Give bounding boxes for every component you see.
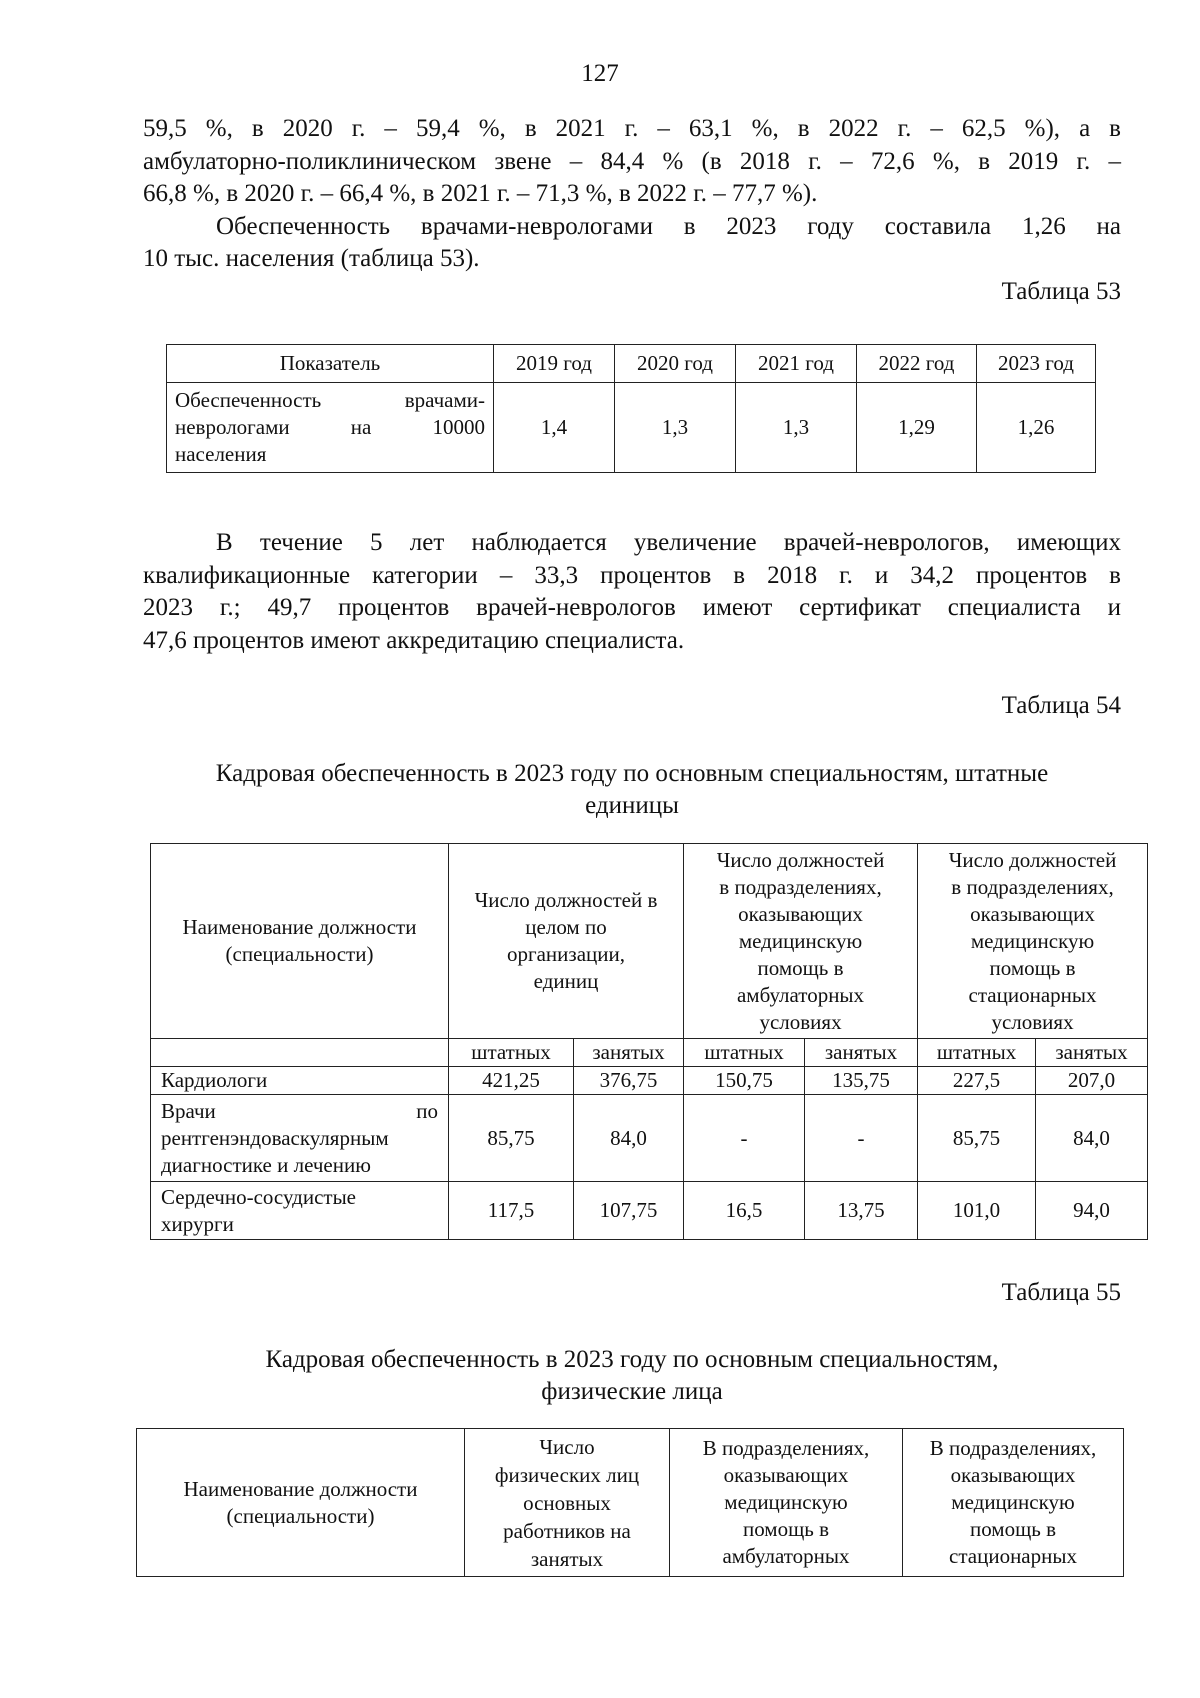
head-line: Число должностей (948, 847, 1117, 872)
table-54-subhead: штатных (918, 1039, 1036, 1067)
table-cell: 16,5 (684, 1182, 805, 1240)
head-line: целом по (525, 915, 607, 939)
paragraph-line: В течение 5 лет наблюдается увеличение врачей-неврологов, имеющих (216, 529, 1121, 556)
table-53-cell: 1,3 (736, 383, 857, 473)
table-53-header: 2019 год (494, 345, 615, 383)
intro-line: 10 тыс. населения (таблица 53). (143, 245, 480, 272)
head-line: В подразделениях, (702, 1436, 870, 1460)
paragraph-line: квалификационные категории – 33,3 процентов в 2018 г. и 34,2 процентов в (143, 561, 1121, 589)
head-line: помощь в (742, 1517, 830, 1541)
table-54-head-org (449, 844, 684, 1039)
intro-line: амбулаторно-поликлиническом звене – 84,4 % (в 2018 г. – 72,6 %, в 2019 г. – (143, 147, 1121, 175)
head-line: Наименование должности (183, 1476, 418, 1501)
row-name-line: Врачи по (161, 1098, 438, 1123)
row-name-line: рентгенэндоваскулярным (161, 1125, 389, 1150)
table-53-row-label (167, 383, 494, 473)
table-54-subhead: штатных (684, 1039, 805, 1067)
table-cell: 207,0 (1036, 1067, 1148, 1095)
table-54-head-amb (684, 844, 918, 1039)
table-cell: 135,75 (805, 1067, 918, 1095)
table-54-subhead: занятых (1036, 1039, 1148, 1067)
head-line: Число должностей в (474, 888, 658, 912)
head-line: (специальности) (226, 1503, 375, 1528)
row-name-line: диагностике и лечению (161, 1152, 371, 1177)
table-53-cell: 1,3 (615, 383, 736, 473)
table-53-header: 2021 год (736, 345, 857, 383)
table-54-caption: Таблица 54 (1001, 692, 1121, 719)
head-line: организации, (507, 942, 625, 966)
table-53-cell: 1,29 (857, 383, 977, 473)
table-cell: 376,75 (574, 1067, 684, 1095)
row-name: Кардиологи (151, 1067, 449, 1095)
head-line: помощь в (969, 1517, 1057, 1541)
intro-line: 66,8 %, в 2020 г. – 66,4 %, в 2021 г. – 71,3 %, в 2022 г. – 77,7 %). (143, 180, 818, 207)
table-55-head-name (137, 1429, 465, 1577)
table-55-title (143, 1344, 1121, 1408)
head-line: амбулаторных (736, 982, 865, 1007)
table-cell: 101,0 (918, 1182, 1036, 1240)
body-paragraph (143, 527, 1121, 657)
head-line: условиях (991, 1009, 1074, 1034)
head-line: медицинскую (724, 1490, 848, 1514)
table-54-subhead-empty (151, 1039, 449, 1067)
row-name-line: хирурги (161, 1211, 234, 1236)
head-line: Число (539, 1434, 595, 1459)
row-name-line: Сердечно-сосудистые (161, 1184, 356, 1209)
title-line: Кадровая обеспеченность в 2023 году по основным специальностям, штатные (215, 760, 1049, 787)
head-line: медицинскую (951, 1490, 1075, 1514)
row-label-line: населения (175, 442, 267, 466)
head-line: В подразделениях, (929, 1436, 1097, 1460)
head-line: медицинскую (970, 928, 1095, 953)
table-54-head-name (151, 844, 449, 1039)
intro-line: Обеспеченность врачами-неврологами в 2023 году составила 1,26 на (216, 212, 1121, 240)
table-54-head-stat (918, 844, 1148, 1039)
table-55-head-stat (903, 1429, 1124, 1577)
table-cell: 227,5 (918, 1067, 1036, 1095)
title-line: физические лица (541, 1378, 723, 1405)
head-line: Число должностей (716, 847, 885, 872)
head-line: физических лиц (494, 1462, 640, 1487)
table-cell: 150,75 (684, 1067, 805, 1095)
table-54-subhead: занятых (574, 1039, 684, 1067)
table-cell: - (684, 1095, 805, 1182)
head-line: в подразделениях, (719, 874, 882, 899)
table-cell: 85,75 (449, 1095, 574, 1182)
table-cell: 84,0 (1036, 1095, 1148, 1182)
head-line: занятых (530, 1546, 604, 1571)
paragraph-line: 47,6 процентов имеют аккредитацию специалиста. (143, 626, 685, 654)
head-line: в подразделениях, (951, 874, 1114, 899)
table-cell: 117,5 (449, 1182, 574, 1240)
head-line: основных (523, 1490, 611, 1515)
table-cell: - (805, 1095, 918, 1182)
table-row (151, 1067, 1148, 1095)
head-line: условиях (759, 1009, 842, 1034)
head-line: (специальности) (225, 942, 374, 966)
head-line: оказывающих (950, 1463, 1076, 1487)
head-line: медицинскую (738, 928, 863, 953)
head-line: амбулаторных (722, 1544, 850, 1568)
intro-paragraph (143, 113, 1121, 276)
page-number: 127 (581, 60, 619, 87)
row-name (151, 1095, 449, 1182)
table-cell: 107,75 (574, 1182, 684, 1240)
table-53-header: Показатель (167, 345, 494, 383)
table-55 (136, 1428, 1124, 1577)
head-line: работников на (503, 1518, 631, 1543)
table-54-title (143, 758, 1121, 822)
head-line: оказывающих (970, 901, 1095, 926)
table-53-header: 2020 год (615, 345, 736, 383)
table-cell: 13,75 (805, 1182, 918, 1240)
table-53-cell: 1,4 (494, 383, 615, 473)
table-cell: 94,0 (1036, 1182, 1148, 1240)
table-cell: 85,75 (918, 1095, 1036, 1182)
head-line: Наименование должности (182, 915, 417, 939)
table-53 (166, 344, 1096, 473)
table-55-head-count (465, 1429, 670, 1577)
title-line: единицы (585, 792, 679, 819)
intro-line: 59,5 %, в 2020 г. – 59,4 %, в 2021 г. – 63,1 %, в 2022 г. – 62,5 %), а в (143, 115, 1121, 142)
row-label-line: Обеспеченность врачами- (175, 388, 485, 412)
table-55-caption: Таблица 55 (1001, 1279, 1121, 1306)
row-name (151, 1182, 449, 1240)
head-line: стационарных (968, 982, 1097, 1007)
table-53-header: 2022 год (857, 345, 977, 383)
table-53-caption: Таблица 53 (1001, 278, 1121, 305)
title-line: Кадровая обеспеченность в 2023 году по основным специальностям, (265, 1346, 999, 1373)
table-54 (150, 843, 1148, 1240)
row-label-line: неврологами на 10000 (175, 415, 485, 439)
table-54-subhead: занятых (805, 1039, 918, 1067)
head-line: оказывающих (723, 1463, 849, 1487)
table-53-cell: 1,26 (977, 383, 1096, 473)
head-line: помощь в (757, 955, 844, 980)
table-55-head-amb (670, 1429, 903, 1577)
table-row (151, 1095, 1148, 1182)
head-line: помощь в (989, 955, 1076, 980)
table-53-header: 2023 год (977, 345, 1096, 383)
table-cell: 84,0 (574, 1095, 684, 1182)
table-row (151, 1182, 1148, 1240)
head-line: оказывающих (738, 901, 863, 926)
table-cell: 421,25 (449, 1067, 574, 1095)
head-line: единиц (533, 969, 599, 993)
paragraph-line: 2023 г.; 49,7 процентов врачей-неврологов имеют сертификат специалиста и (143, 594, 1121, 621)
head-line: стационарных (949, 1544, 1077, 1568)
table-54-subhead: штатных (449, 1039, 574, 1067)
